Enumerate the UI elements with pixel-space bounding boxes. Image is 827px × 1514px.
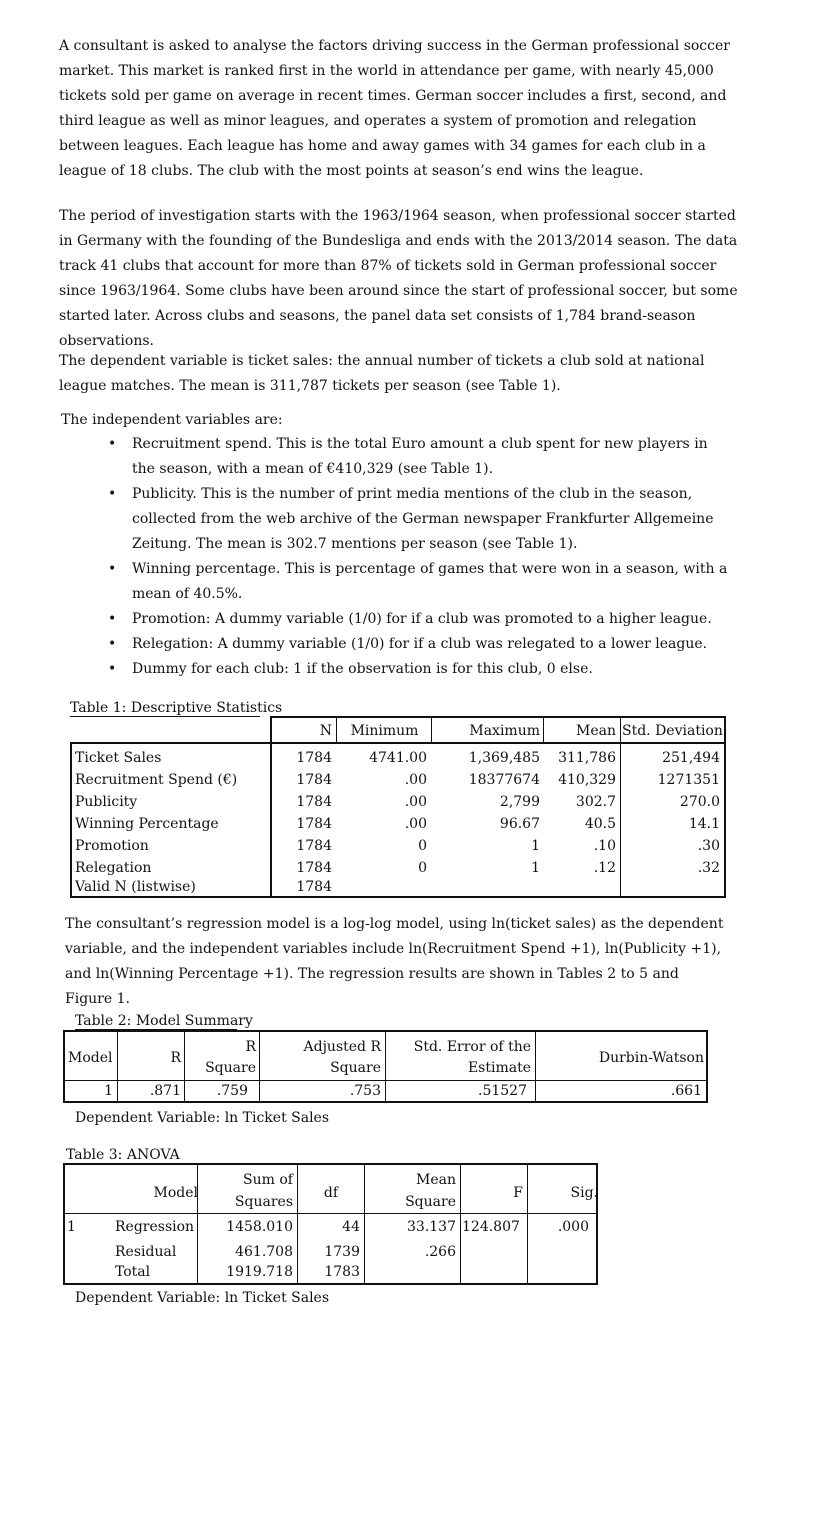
table1-cell-min: 0: [418, 838, 427, 854]
table2-header-se: Std. Error of the: [413, 1039, 531, 1055]
table3-header-model: Model: [153, 1185, 198, 1201]
divider: [527, 1163, 528, 1285]
table1-caption: Table 1: Descriptive Statistics: [70, 700, 283, 716]
divider: [63, 1213, 598, 1214]
divider: [259, 1030, 260, 1103]
table2-adj: .753: [349, 1083, 381, 1099]
list-item: • Relegation: A dummy variable (1/0) for if a club was relegated to a lower league.: [108, 632, 728, 657]
divider: [535, 1030, 536, 1103]
table1-cell-label: Promotion: [75, 838, 149, 854]
table1-cell-max: 1: [531, 860, 540, 876]
table3-cell-df: 1783: [324, 1264, 360, 1280]
table1-header-n: N: [319, 723, 332, 739]
divider: [184, 1030, 185, 1103]
table1-cell-label: Publicity: [75, 794, 138, 810]
intro-paragraph-3: The dependent variable is ticket sales: the annual number of tickets a club sold at national league matches. The mean is 311,787 tickets per season (see Table 1).: [59, 353, 705, 394]
regression-paragraph: The consultant’s regression model is a log-log model, using ln(ticket sales) as the dependent variable, and the independent variables include ln(Recruitment Spend +1), ln(Publicity +1), and ln(Winning Percentage +1). The regression results are shown in Tables 2 to 5 and Figure 1.: [65, 916, 724, 1007]
table1-cell-label: Winning Percentage: [75, 816, 219, 832]
table1-cell-mean: 302.7: [575, 794, 616, 810]
table3-model: 1: [67, 1219, 76, 1235]
table3-header-sig: Sig.: [570, 1185, 598, 1201]
table1-cell-sd: 14.1: [688, 816, 720, 832]
table1-cell-label: Recruitment Spend (€): [75, 772, 238, 788]
table1-header-min: Minimum: [350, 723, 419, 739]
table1-cell-min: .00: [404, 816, 427, 832]
divider: [70, 716, 260, 717]
table1-cell-min: 0: [418, 860, 427, 876]
table1-header-max: Maximum: [469, 723, 540, 739]
table1-cell-min: .00: [404, 794, 427, 810]
table1-cell-mean: 311,786: [558, 750, 616, 766]
table2-r: .871: [149, 1083, 181, 1099]
table2-header-rsq: R: [245, 1039, 256, 1055]
list-item: • Publicity. This is the number of print media mentions of the club in the season, collected from the web archive of the German newspaper Frankfurter Allgemeine Zeitung. The mean is 302.7 mentions per season (see Table 1).: [108, 482, 728, 557]
table1-cell-mean: 410,329: [558, 772, 616, 788]
divider: [724, 716, 726, 742]
table1-cell-label: Valid N (listwise): [75, 879, 196, 895]
table3-cell-df: 1739: [324, 1244, 360, 1260]
table3-cell-label: Total: [115, 1264, 151, 1280]
table2-header-rsq-2: Square: [205, 1060, 256, 1076]
table2-header-adj: Adjusted R: [303, 1039, 381, 1055]
table2-footnote: Dependent Variable: ln Ticket Sales: [75, 1110, 330, 1126]
table3-cell-label: Residual: [115, 1244, 177, 1260]
table1-header-sd: Std. Deviation: [622, 723, 723, 739]
table3-header-ss-2: Squares: [234, 1194, 293, 1210]
intro-paragraph-2: The period of investigation starts with the 1963/1964 season, when professional soccer started in Germany with the founding of the Bundesliga and ends with the 2013/2014 season. The data track 41 clubs that account for more than 87% of tickets sold in German professional soccer since 1963/1964. Some clubs have been around since the start of professional soccer, but some started later. Across clubs and seasons, the panel data set consists of 1,784 brand-season observations.: [59, 208, 738, 349]
divider: [364, 1163, 365, 1285]
table3-cell-ss: 461.708: [235, 1244, 293, 1260]
table1-cell-n: 1784: [296, 794, 332, 810]
table1-cell-label: Relegation: [75, 860, 152, 876]
list-item: • Recruitment spend. This is the total Euro amount a club spent for new players in the season, with a mean of €410,329 (see Table 1).: [108, 432, 728, 482]
table2-header-model: Model: [68, 1050, 113, 1066]
table2-rsq: .759: [216, 1083, 248, 1099]
table1-cell-mean: .10: [593, 838, 616, 854]
table3-cell-f: 124.807: [462, 1219, 520, 1235]
table3-header-ss: Sum of: [243, 1172, 293, 1188]
table1-cell-max: 2,799: [499, 794, 540, 810]
list-item: • Dummy for each club: 1 if the observation is for this club, 0 else.: [108, 657, 728, 682]
table2-header-dw: Durbin-Watson: [598, 1050, 704, 1066]
table3-cell-ms: 33.137: [407, 1219, 456, 1235]
table1-cell-max: 96.67: [499, 816, 540, 832]
independent-variables-list: [108, 432, 728, 682]
list-item: • Winning percentage. This is percentage of games that were won in a season, with a mean of 40.5%.: [108, 557, 728, 607]
intro-paragraph-1: A consultant is asked to analyse the factors driving success in the German professional soccer market. This market is ranked first in the world in attendance per game, with nearly 45,000 tickets sold per game on average in recent times. German soccer includes a first, second, and third league as well as minor leagues, and operates a system of promotion and relegation between leagues. Each league has home and away games with 34 games for each club in a league of 18 clubs. The club with the most points at season’s end wins the league.: [59, 38, 730, 179]
table1-cell-n: 1784: [296, 772, 332, 788]
table3-cell-sig: .000: [557, 1219, 589, 1235]
independent-variables-heading: The independent variables are:: [61, 412, 283, 428]
table1-cell-sd: .32: [697, 860, 720, 876]
table1-cell-mean: .12: [593, 860, 616, 876]
table1-cell-min: .00: [404, 772, 427, 788]
divider: [460, 1163, 461, 1285]
table3-header-f: F: [513, 1185, 523, 1201]
table1-cell-sd: .30: [697, 838, 720, 854]
table2-se: .51527: [478, 1083, 527, 1099]
table1-cell-n: 1784: [296, 838, 332, 854]
table3-header-df: df: [323, 1185, 339, 1201]
divider: [270, 716, 726, 718]
table2-header-r: R: [170, 1050, 181, 1066]
table1-header-mean: Mean: [576, 723, 616, 739]
table3-header-ms: Mean: [416, 1172, 456, 1188]
table1-cell-min: 4741.00: [369, 750, 427, 766]
table3-header-ms-2: Square: [405, 1194, 456, 1210]
table3-cell-ss: 1458.010: [226, 1219, 293, 1235]
table2-model: 1: [104, 1083, 113, 1099]
table3-cell-label: Regression: [115, 1219, 195, 1235]
divider: [336, 716, 337, 742]
table1-cell-n: 1784: [296, 879, 332, 895]
table3-cell-ss: 1919.718: [226, 1264, 293, 1280]
table1-cell-max: 1: [531, 838, 540, 854]
table3-footnote: Dependent Variable: ln Ticket Sales: [75, 1290, 330, 1306]
table3-cell-df: 44: [342, 1219, 360, 1235]
table2-header-se-2: Estimate: [467, 1060, 531, 1076]
table2-dw: .661: [670, 1083, 702, 1099]
table3-cell-ms: .266: [424, 1244, 456, 1260]
table1-cell-label: Ticket Sales: [75, 750, 162, 766]
table1-cell-max: 1,369,485: [468, 750, 540, 766]
table3-caption: Table 3: ANOVA: [66, 1147, 180, 1163]
table1-cell-sd: 251,494: [662, 750, 720, 766]
divider: [385, 1030, 386, 1103]
table1-cell-sd: 1271351: [657, 772, 720, 788]
table1-cell-mean: 40.5: [584, 816, 616, 832]
table1-cell-max: 18377674: [468, 772, 540, 788]
list-item: • Promotion: A dummy variable (1/0) for if a club was promoted to a higher league.: [108, 607, 728, 632]
table1-cell-n: 1784: [296, 860, 332, 876]
table1-cell-n: 1784: [296, 750, 332, 766]
table2-header-adj-2: Square: [330, 1060, 381, 1076]
table1-cell-n: 1784: [296, 816, 332, 832]
table2-caption: Table 2: Model Summary: [75, 1013, 253, 1029]
divider: [620, 716, 621, 898]
table1-cell-sd: 270.0: [679, 794, 720, 810]
divider: [117, 1030, 118, 1103]
